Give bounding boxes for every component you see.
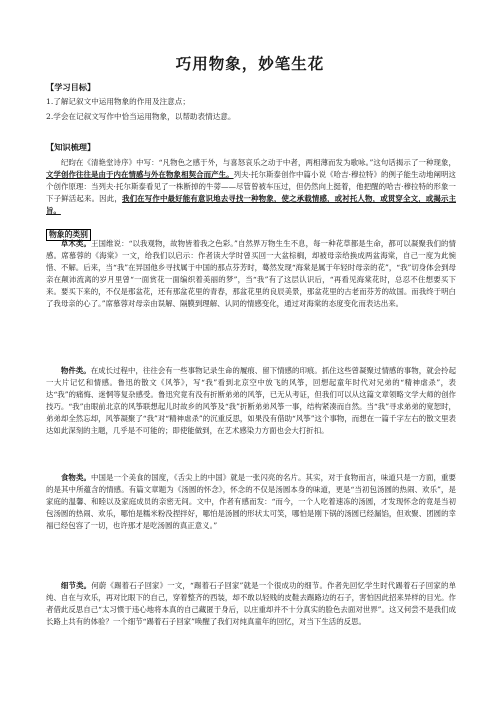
paragraph-details-text: 何蔚《踢着石子回家》一文，“踢着石子回家”就是一个很成功的细节。作者先回忆学生时代踢着石子回家的单纯、自在与欢乐，再对比眼下的自己，穿着整齐的西装，却不敢以轻贱的皮鞋去踢路边的石子，害怕因此招来异样的目光。作者借此反思自己“太习惯于违心地将本真的自己藏匿于身后，以庄重却并不十分真实的脸色去面对世界”。这又何尝不是我们成长路上共有的体验？一个细节“踢着石子回家”唤醒了我们对纯真童年的回忆，对当下生活的反思。 <box>46 581 457 626</box>
goal-item-2: 2.学会在记叙文写作中恰当运用物象，以帮助表情达意。 <box>46 112 236 121</box>
paragraph-objects-text: 在成长过程中，往往会有一些事物记录生命的履痕、留下情感的印痕。抓住这些曾凝聚过情感的事物，就会拎起一大片记忆和情感。鲁迅的散文《风筝》，写“我”看到北京空中放飞的风筝，回想起童年时代对兄弟的“精神虐杀”，表达“我”的痛悔、迷惘等复杂感受。鲁迅究竟有没有折断弟弟的风筝，已无从考证，但我们可以从这篇文章领略文学大师的创作技巧。“我”由眼前北京的风筝联想起儿时故乡的风筝及“我”折断弟弟风筝一事，结构紧凑而自然。当“我”寻求弟弟的宽恕时，弟弟却全然忘却，风筝凝聚了“我”对“精神虐杀”的沉重反思，如果没有借助“风筝”这个事物，而想在一篇千字左右的散文里表达如此深刻的主题，几乎是不可能的；即使能做到，在艺术感染力方面也会大打折扣。 <box>46 366 457 435</box>
paragraph-details <box>46 580 456 628</box>
paragraph-objects <box>46 365 456 436</box>
paragraph-food-lead: 食物类。 <box>60 473 91 482</box>
learning-goals-heading: 【学习目标】 <box>46 82 96 92</box>
paragraph-details-lead: 细节类。 <box>60 581 92 590</box>
paragraph-plants <box>46 238 456 309</box>
knowledge-intro-paragraph <box>46 157 456 217</box>
category-label: 物象的类别 <box>46 229 91 241</box>
paragraph-food <box>46 472 456 532</box>
paragraph-objects-lead: 物件类。 <box>60 366 91 375</box>
document-title: 巧用物象，妙笔生花 <box>175 55 325 73</box>
intro-key-sentence: 文学创作往往是由于内在情感与外在物象相契合而产生。 <box>46 169 234 179</box>
paragraph-plants-lead: 草木类。 <box>60 239 91 248</box>
paragraph-plants-text: 王国维说：“以我观物，故物皆着我之色彩。”自然界万物生生不息，每一种花草都是生命，都可以凝聚我们的情感。席慕蓉的《海棠》一文，给我们以启示：作者读大学时曾买回一大盆棕榈，却被母亲给换成两盆海棠，自己一度为此惋惜、不解。后来，当“我”在异国他乡寻找属于中国的那点芬芳时，蓦然发现“海棠是属于年轻时母亲的花”，“我”切身体会到母亲在颠沛流离的岁月里曾“一面赏花一面编织着美丽的梦”，当“我”有了这层认识后，“再看见海棠花时，总忍不住想要买下来。要买下来的，不仅是那盆花，还有那盆花里的青春，那盆花里的良辰美景，那盆花里的古老而芬芳的故国。而我终于明白了我母亲的心了。”席慕蓉对母亲由误解、隔膜到理解、认同的情感变化，通过对海棠的态度变化而表达出来。 <box>46 239 456 308</box>
knowledge-heading: 【知识梳理】 <box>46 142 96 152</box>
goal-item-1: 1.了解记叙文中运用物象的作用及注意点； <box>46 97 190 106</box>
intro-text-a: 纪昀在《清艳堂诗序》中写：“凡物色之感于外，与喜怒哀乐之动于中者，两相薄而发为歌咏。”这句话揭示了一种现象， <box>60 158 456 167</box>
paragraph-food-text: 中国是一个美食的国度，《舌尖上的中国》就是一张闪亮的名片。其实，对于食物而言，味道只是一方面，重要的是其中所蕴含的情感。有篇文章题为《汤圆的怀念》，怀念的不仅是汤圆本身的味道，更是“当初包汤圆的热闹、欢乐”，是家庭的温馨、和睦以及家庭成员的亲密无间。文中，作者有感而发：“而今，一个人吃着速冻的汤圆，才发现怀念的竟是当初包汤圆的热闹、欢乐，哪怕是糯米粉没捏拌好，哪怕是汤圆的形状太可笑，哪怕是刚下锅的汤圆已经漏馅，但欢聚、团圆的幸福已经包容了一切，也许那才是吃汤圆的真正意义。” <box>46 473 456 530</box>
intro-conclusion: 我们在写作中最好能有意识地去寻找一种物象，使之承载情感，或衬托人物，或贯穿全文，或揭示主旨。 <box>46 193 457 215</box>
intro-text-c: 列夫·托尔斯泰创作中篇小说《哈吉·穆拉特》的例子能生动地阐明这个创作原理：当列夫·托尔斯泰看见了一株断掉的牛蒡——尽管曾被车压过，但仍然向上挺着，他把醒的哈吉·穆拉特的形象一下子鲜活起来。因此， <box>46 169 456 203</box>
